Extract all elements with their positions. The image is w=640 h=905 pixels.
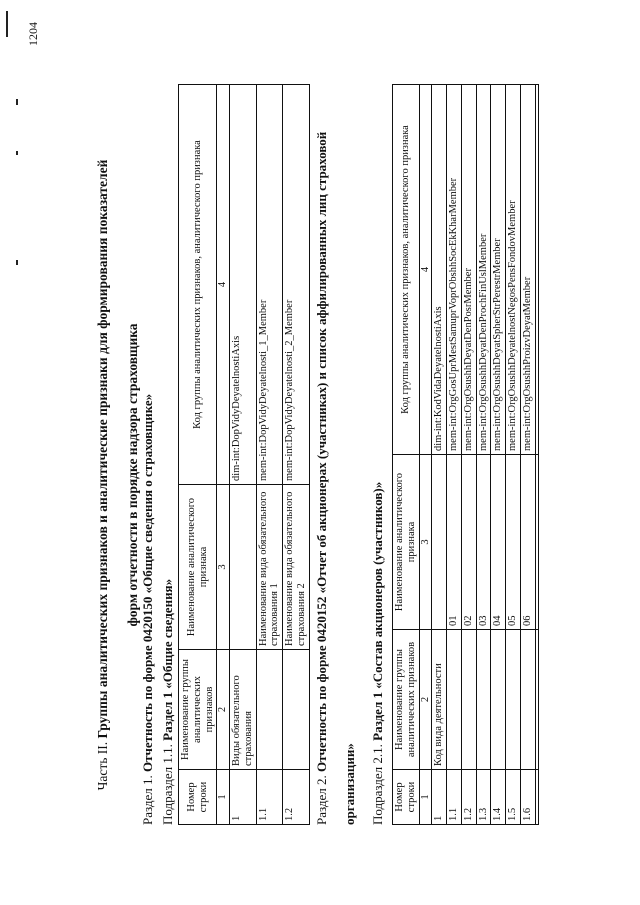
- row-number: [535, 770, 538, 825]
- group-name: [476, 630, 491, 770]
- scan-mark: [16, 260, 18, 265]
- table-row: [520, 85, 535, 825]
- column-number-row: [217, 85, 230, 825]
- scan-mark: [16, 99, 18, 105]
- group-name: Виды обязательного страхования: [230, 650, 257, 770]
- feature-name: [432, 455, 447, 630]
- table-row: [447, 85, 462, 825]
- group-name: [535, 630, 538, 770]
- row-number: 1.6: [520, 770, 535, 825]
- feature-name: 01: [447, 455, 462, 630]
- section2-subheading: [370, 482, 386, 825]
- section1-sub-prefix: Подраздел 1.1.: [160, 744, 175, 825]
- section1-table: [178, 84, 310, 825]
- column-number: 3: [419, 455, 432, 630]
- column-header: Наименование аналитического признака: [393, 455, 420, 630]
- section2-heading-text: Отчетность по форме 0420152 «Отчет об акционерах (участниках) и список аффилированных лиц страховой организации»: [314, 131, 357, 825]
- feature-name: 02: [461, 455, 476, 630]
- table-header-row: [393, 85, 420, 825]
- column-number-row: [419, 85, 432, 825]
- column-number: 1: [419, 770, 432, 825]
- page-number: 1204: [26, 22, 40, 46]
- table-row: [230, 85, 257, 825]
- table-row: [491, 85, 506, 825]
- code: mem-int:OrgOsushhProizvDeyatMember: [520, 85, 535, 455]
- table-row: [283, 85, 310, 825]
- table-row: [432, 85, 447, 825]
- group-name: [506, 630, 521, 770]
- row-number: 1.2: [283, 770, 310, 825]
- section2-heading: [308, 65, 364, 825]
- section1-heading-prefix: Раздел 1.: [140, 775, 155, 825]
- group-name: Код вида деятельности: [432, 630, 447, 770]
- code: dim-int:DopVidyDeyatelnostiAxis: [230, 85, 257, 485]
- section2-heading-prefix: Раздел 2.: [314, 775, 329, 825]
- group-name: [520, 630, 535, 770]
- code: [535, 85, 538, 455]
- section2-sub-text: Раздел 1 «Состав акционеров (участников)»: [370, 481, 385, 741]
- code: mem-int:OrgOsushhDeyatDenPosrMember: [461, 85, 476, 455]
- row-number: 1.5: [506, 770, 521, 825]
- column-number: 2: [217, 650, 230, 770]
- row-number: 1.4: [491, 770, 506, 825]
- feature-name: 05: [506, 455, 521, 630]
- group-name: [447, 630, 462, 770]
- table-header-row: [179, 85, 217, 825]
- column-header: Наименование группы аналитических признаков: [179, 650, 217, 770]
- feature-name: 06: [520, 455, 535, 630]
- section1-heading-text: Отчетность по форме 0420150 «Общие сведения о страховщике»: [140, 393, 155, 772]
- section1-subheading: [160, 579, 176, 825]
- column-number: 2: [419, 630, 432, 770]
- scan-mark: [16, 151, 18, 155]
- column-number: 3: [217, 485, 230, 650]
- row-number: 1.3: [476, 770, 491, 825]
- table-row: [535, 85, 538, 825]
- feature-name: 03: [476, 455, 491, 630]
- feature-name: Наименование вида обязательного страхования 2: [283, 485, 310, 650]
- column-header: Наименование аналитического признака: [179, 485, 217, 650]
- group-name: [461, 630, 476, 770]
- row-number: 1.1: [256, 770, 283, 825]
- code: mem-int:DopVidyDeyatelnosti_1_Member: [256, 85, 283, 485]
- group-name: [283, 650, 310, 770]
- feature-name: [230, 485, 257, 650]
- code: mem-int:OrgOsushhDeyatSpherStrPerestrMember: [491, 85, 506, 455]
- part-title: [88, 105, 148, 845]
- table-row: [461, 85, 476, 825]
- column-header: Номер строки: [179, 770, 217, 825]
- column-number: 4: [217, 85, 230, 485]
- column-number: 1: [217, 770, 230, 825]
- row-number: 1: [432, 770, 447, 825]
- section2-sub-prefix: Подраздел 2.1.: [370, 744, 385, 825]
- part-title-line1: Группы аналитических признаков и аналитические признаки для формирования показателей: [95, 159, 110, 739]
- column-header: Номер строки: [393, 770, 420, 825]
- part-title-line2: форм отчетности в порядке надзора страховщика: [125, 323, 140, 627]
- code: mem-int:OrgOsushhDeyatelnostNegosPensFondovMember: [506, 85, 521, 455]
- group-name: [491, 630, 506, 770]
- code: mem-int:OrgGosUprMestSamuprVoprObshhSocEkKharMember: [447, 85, 462, 455]
- code: dim-int:KodVidaDeyatelnostiAxis: [432, 85, 447, 455]
- section1-sub-text: Раздел 1 «Общие сведения»: [160, 578, 175, 741]
- column-number: 4: [419, 85, 432, 455]
- group-name: [256, 650, 283, 770]
- part-title-prefix: Часть II.: [95, 741, 110, 791]
- column-header: Код группы аналитических признаков, аналитического признака: [179, 85, 217, 485]
- table-row: [256, 85, 283, 825]
- code: mem-int:DopVidyDeyatelnosti_2_Member: [283, 85, 310, 485]
- table-row: [476, 85, 491, 825]
- row-number: 1: [230, 770, 257, 825]
- column-header: Код группы аналитических признаков, аналитического признака: [393, 85, 420, 455]
- scan-mark: [6, 11, 8, 37]
- code: mem-int:OrgOsushhDeyatDenProchFinUslMember: [476, 85, 491, 455]
- feature-name: Наименование вида обязательного страхования 1: [256, 485, 283, 650]
- row-number: 1.2: [461, 770, 476, 825]
- section2-table: [392, 84, 539, 825]
- section1-heading: [140, 394, 156, 825]
- column-header: Наименование группы аналитических признаков: [393, 630, 420, 770]
- feature-name: [535, 455, 538, 630]
- row-number: 1.1: [447, 770, 462, 825]
- feature-name: 04: [491, 455, 506, 630]
- table-row: [506, 85, 521, 825]
